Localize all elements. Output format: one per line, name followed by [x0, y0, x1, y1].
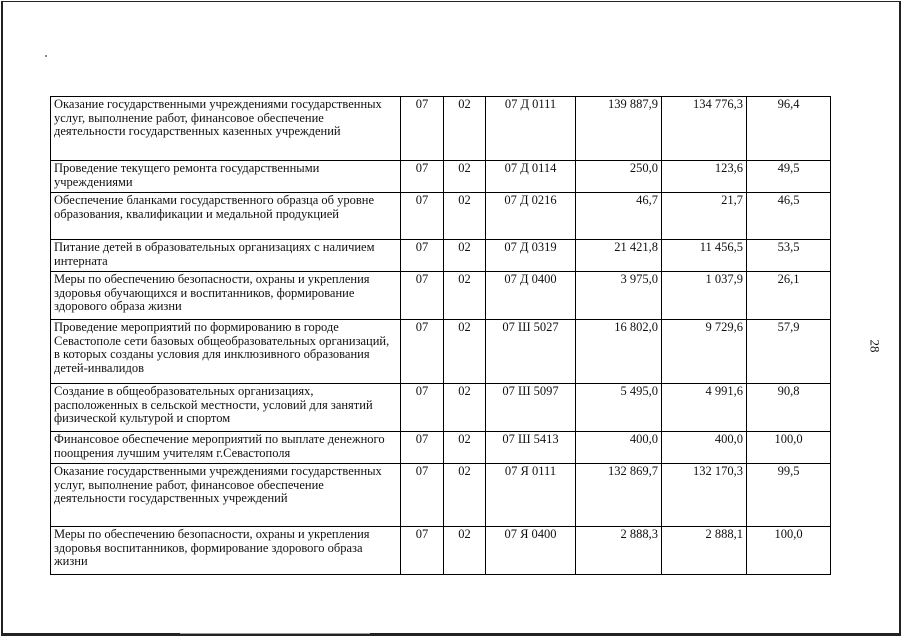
row-subsection: 02	[444, 527, 486, 575]
table-row	[51, 161, 831, 193]
row-section: 07	[401, 527, 444, 575]
row-plan: 46,7	[576, 193, 662, 240]
page-number: 28	[867, 339, 883, 353]
table-row	[51, 320, 831, 384]
row-name: Меры по обеспечению безопасности, охраны и укрепления здоровья обучающихся и воспитанников, формирование здорового образа жизни	[51, 272, 401, 320]
row-fact: 4 991,6	[662, 384, 747, 432]
row-target-code: 07 Ш 5413	[486, 432, 576, 464]
row-fact: 400,0	[662, 432, 747, 464]
row-name: Проведение текущего ремонта государственными учреждениями	[51, 161, 401, 193]
row-target-code: 07 Д 0319	[486, 240, 576, 272]
row-subsection: 02	[444, 97, 486, 161]
row-fact: 11 456,5	[662, 240, 747, 272]
row-percent: 46,5	[747, 193, 831, 240]
row-subsection: 02	[444, 240, 486, 272]
row-name: Оказание государственными учреждениями государственных услуг, выполнение работ, финансовое обеспечение деятельности государственных учреждений	[51, 464, 401, 527]
row-fact: 134 776,3	[662, 97, 747, 161]
row-target-code: 07 Я 0400	[486, 527, 576, 575]
row-subsection: 02	[444, 384, 486, 432]
row-section: 07	[401, 320, 444, 384]
table-row	[51, 272, 831, 320]
row-percent: 53,5	[747, 240, 831, 272]
row-plan: 139 887,9	[576, 97, 662, 161]
row-plan: 21 421,8	[576, 240, 662, 272]
row-fact: 9 729,6	[662, 320, 747, 384]
budget-table	[50, 96, 831, 575]
row-subsection: 02	[444, 464, 486, 527]
row-name: Питание детей в образовательных организациях с наличием интерната	[51, 240, 401, 272]
row-percent: 100,0	[747, 432, 831, 464]
row-section: 07	[401, 464, 444, 527]
row-fact: 123,6	[662, 161, 747, 193]
row-subsection: 02	[444, 193, 486, 240]
row-percent: 99,5	[747, 464, 831, 527]
row-plan: 3 975,0	[576, 272, 662, 320]
row-plan: 400,0	[576, 432, 662, 464]
row-plan: 5 495,0	[576, 384, 662, 432]
row-plan: 250,0	[576, 161, 662, 193]
row-name: Финансовое обеспечение мероприятий по выплате денежного поощрения лучшим учителям г.Севастополя	[51, 432, 401, 464]
row-name: Создание в общеобразовательных организациях, расположенных в сельской местности, условий для занятий физической культурой и спортом	[51, 384, 401, 432]
row-subsection: 02	[444, 320, 486, 384]
row-percent: 26,1	[747, 272, 831, 320]
row-fact: 21,7	[662, 193, 747, 240]
table-row	[51, 193, 831, 240]
row-name: Меры по обеспечению безопасности, охраны и укрепления здоровья воспитанников, формирование здорового образа жизни	[51, 527, 401, 575]
row-section: 07	[401, 97, 444, 161]
scan-speck	[45, 55, 47, 57]
row-name: Обеспечение бланками государственного образца об уровне образования, квалификации и медальной продукцией	[51, 193, 401, 240]
row-name: Оказание государственными учреждениями государственных услуг, выполнение работ, финансовое обеспечение деятельности государственных казенных учреждений	[51, 97, 401, 161]
row-target-code: 07 Я 0111	[486, 464, 576, 527]
row-percent: 57,9	[747, 320, 831, 384]
row-section: 07	[401, 193, 444, 240]
row-section: 07	[401, 432, 444, 464]
table-row	[51, 240, 831, 272]
table-row	[51, 527, 831, 575]
row-name: Проведение мероприятий по формированию в городе Севастополе сети базовых общеобразовательных организаций, в которых созданы условия для инклюзивного образования детей-инвалидов	[51, 320, 401, 384]
row-subsection: 02	[444, 272, 486, 320]
row-target-code: 07 Д 0216	[486, 193, 576, 240]
row-percent: 96,4	[747, 97, 831, 161]
row-percent: 90,8	[747, 384, 831, 432]
row-target-code: 07 Д 0114	[486, 161, 576, 193]
table-row	[51, 97, 831, 161]
row-plan: 16 802,0	[576, 320, 662, 384]
row-target-code: 07 Ш 5027	[486, 320, 576, 384]
row-percent: 100,0	[747, 527, 831, 575]
row-subsection: 02	[444, 161, 486, 193]
row-subsection: 02	[444, 432, 486, 464]
row-fact: 2 888,1	[662, 527, 747, 575]
scan-bottom-line	[180, 633, 370, 634]
row-plan: 132 869,7	[576, 464, 662, 527]
table-row	[51, 432, 831, 464]
row-target-code: 07 Ш 5097	[486, 384, 576, 432]
row-section: 07	[401, 384, 444, 432]
row-section: 07	[401, 240, 444, 272]
row-section: 07	[401, 161, 444, 193]
row-fact: 132 170,3	[662, 464, 747, 527]
row-target-code: 07 Д 0111	[486, 97, 576, 161]
table-row	[51, 384, 831, 432]
row-plan: 2 888,3	[576, 527, 662, 575]
row-section: 07	[401, 272, 444, 320]
row-fact: 1 037,9	[662, 272, 747, 320]
row-target-code: 07 Д 0400	[486, 272, 576, 320]
row-percent: 49,5	[747, 161, 831, 193]
table-row	[51, 464, 831, 527]
